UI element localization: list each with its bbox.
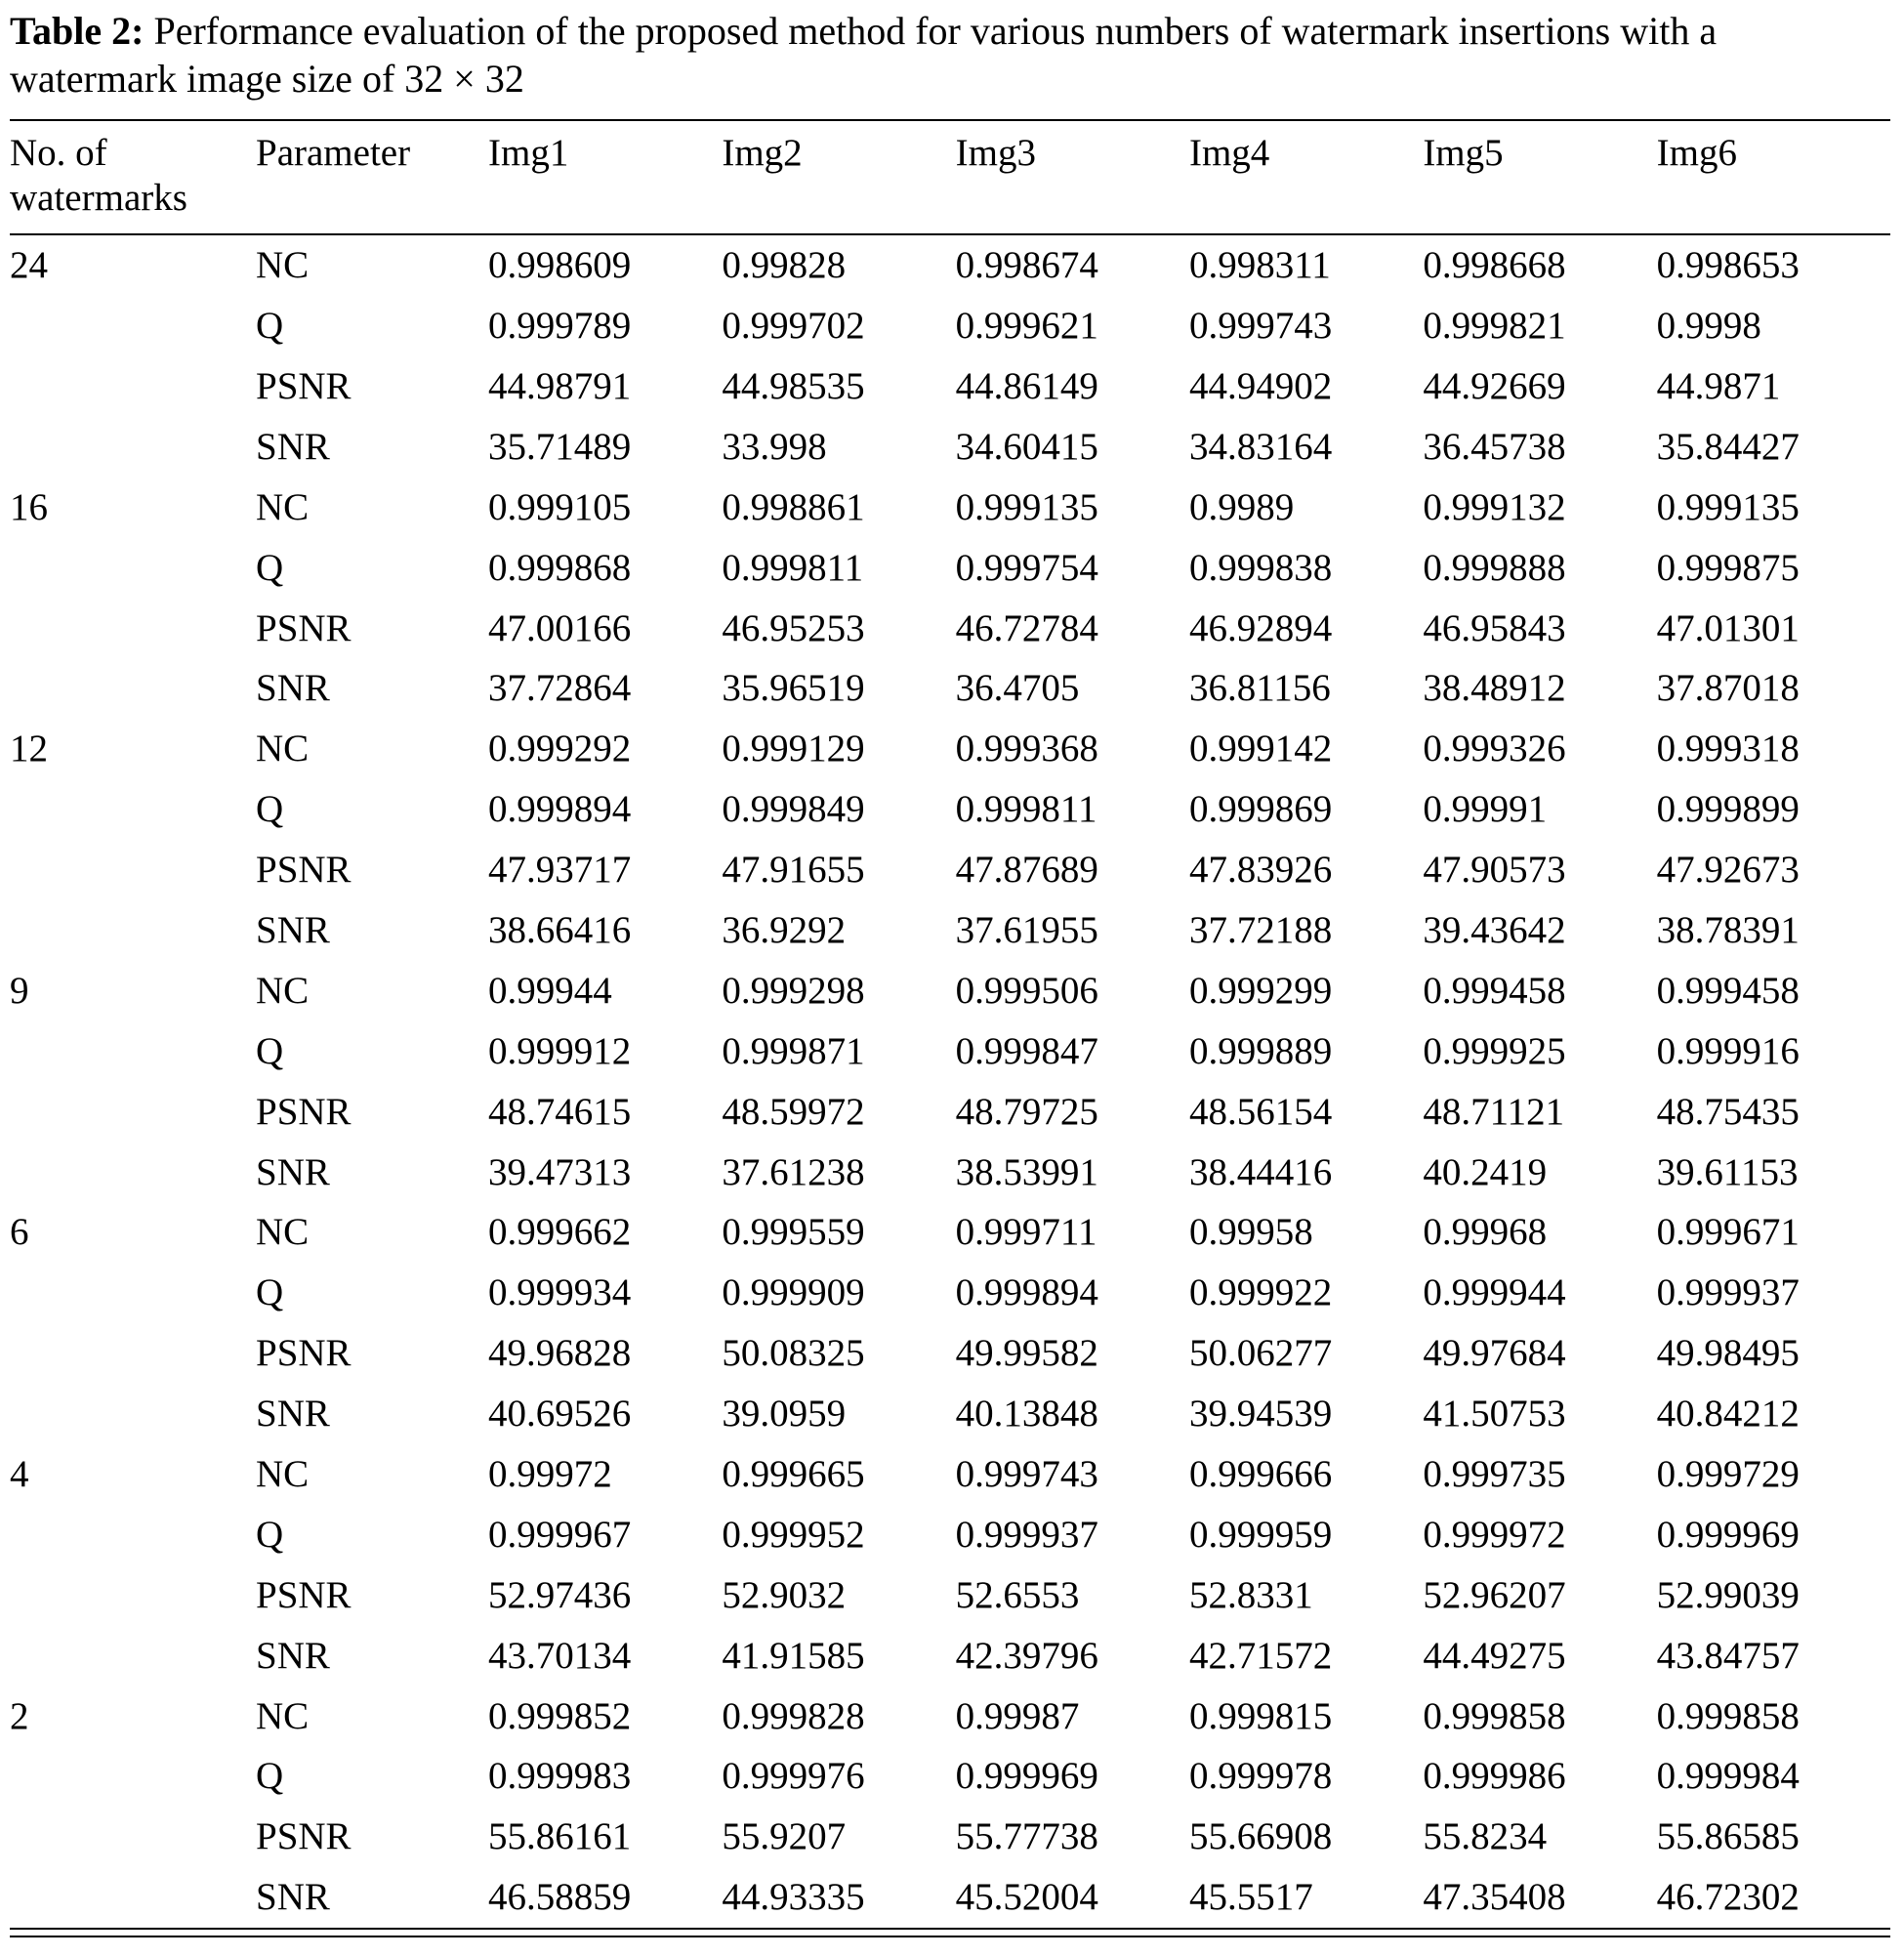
value-cell-img4: 39.94539: [1188, 1393, 1333, 1436]
value-cell-img3: 46.72784: [955, 606, 1098, 649]
table-row: [10, 417, 1890, 478]
value-cell-img1: 48.74615: [488, 1090, 632, 1133]
parameter-label: SNR: [256, 1634, 330, 1677]
value-cell-img3: 44.86149: [955, 364, 1098, 407]
value-cell-img4: 0.998311: [1188, 244, 1331, 287]
value-cell-img1: 35.71489: [488, 425, 632, 468]
value-cell-img4: 0.99958: [1188, 1211, 1313, 1254]
value-cell-img2: 36.9292: [722, 908, 847, 951]
value-cell-img5: 40.2419: [1423, 1150, 1548, 1193]
value-cell-img1: 47.93717: [488, 849, 632, 892]
value-cell-img4: 0.999299: [1188, 969, 1333, 1012]
parameter-label: PSNR: [256, 1815, 352, 1858]
table-row: [10, 1082, 1890, 1143]
value-cell-img6: 55.86585: [1656, 1815, 1800, 1858]
value-cell-img5: 52.96207: [1423, 1573, 1566, 1616]
value-cell-img3: 40.13848: [955, 1393, 1098, 1436]
value-cell-img2: 52.9032: [722, 1573, 847, 1616]
table-row: [10, 599, 1890, 659]
value-cell-img4: 0.999142: [1188, 728, 1333, 770]
table-row: [10, 538, 1890, 599]
value-cell-img6: 40.84212: [1656, 1393, 1800, 1436]
value-cell-img1: 0.999868: [488, 546, 632, 589]
value-cell-img3: 0.999937: [955, 1513, 1098, 1556]
value-cell-img5: 49.97684: [1423, 1332, 1566, 1375]
value-cell-img1: 0.999105: [488, 485, 632, 528]
value-cell-img2: 48.59972: [722, 1090, 865, 1133]
parameter-label: Q: [256, 1755, 284, 1798]
value-cell-img5: 0.999972: [1423, 1513, 1566, 1556]
value-cell-img4: 50.06277: [1188, 1332, 1333, 1375]
column-header-img4: Img4: [1189, 120, 1423, 235]
value-cell-img2: 0.999952: [722, 1513, 865, 1556]
value-cell-img6: 39.61153: [1656, 1150, 1799, 1193]
value-cell-img4: 47.83926: [1188, 849, 1333, 892]
parameter-label: PSNR: [256, 1573, 352, 1616]
parameter-label: NC: [256, 1694, 310, 1737]
value-cell-img4: 45.5517: [1188, 1876, 1313, 1919]
performance-table: [10, 119, 1890, 1931]
table-caption-text: Performance evaluation of the proposed method for various numbers of watermark insertions with a watermark image size of 32 × 32: [10, 9, 1718, 101]
parameter-label: SNR: [256, 425, 330, 468]
value-cell-img1: 0.999983: [488, 1755, 632, 1798]
value-cell-img3: 45.52004: [955, 1876, 1098, 1919]
parameter-label: NC: [256, 1453, 310, 1495]
value-cell-img1: 49.96828: [488, 1332, 632, 1375]
value-cell-img5: 0.998668: [1423, 244, 1566, 287]
parameter-label: PSNR: [256, 849, 352, 892]
value-cell-img4: 48.56154: [1188, 1090, 1333, 1133]
value-cell-img5: 0.999132: [1423, 485, 1566, 528]
parameter-label: NC: [256, 244, 310, 287]
table-row: [10, 1505, 1890, 1565]
value-cell-img3: 38.53991: [955, 1150, 1098, 1193]
value-cell-img1: 0.99944: [488, 969, 612, 1012]
value-cell-img6: 0.999858: [1656, 1694, 1800, 1737]
value-cell-img5: 0.999925: [1423, 1029, 1566, 1072]
table-row: [10, 1384, 1890, 1444]
parameter-label: SNR: [256, 908, 330, 951]
value-cell-img2: 0.998861: [722, 485, 865, 528]
value-cell-img6: 0.999458: [1656, 969, 1800, 1012]
value-cell-img2: 0.999871: [722, 1029, 865, 1072]
parameter-label: Q: [256, 1029, 284, 1072]
value-cell-img3: 0.999743: [955, 1453, 1098, 1495]
value-cell-img2: 47.91655: [722, 849, 865, 892]
value-cell-img2: 35.96519: [722, 667, 865, 710]
value-cell-img3: 49.99582: [955, 1332, 1098, 1375]
value-cell-img3: 55.77738: [955, 1815, 1098, 1858]
value-cell-img1: 46.58859: [488, 1876, 632, 1919]
table-row: [10, 1867, 1890, 1929]
value-cell-img6: 47.01301: [1656, 606, 1800, 649]
value-cell-img4: 0.999889: [1188, 1029, 1333, 1072]
table-row: [10, 779, 1890, 840]
value-cell-img4: 0.999869: [1188, 788, 1333, 831]
column-header-img3: Img3: [956, 120, 1189, 235]
value-cell-img5: 0.999326: [1423, 728, 1566, 770]
value-cell-img5: 0.99991: [1423, 788, 1548, 831]
value-cell-img2: 0.999976: [722, 1755, 865, 1798]
parameter-label: SNR: [256, 1876, 330, 1919]
value-cell-img2: 46.95253: [722, 606, 865, 649]
parameter-label: Q: [256, 1271, 284, 1314]
value-cell-img5: 0.99968: [1423, 1211, 1548, 1254]
table-row: [10, 900, 1890, 961]
table-row: [10, 840, 1890, 900]
table-row: [10, 478, 1890, 538]
parameter-label: PSNR: [256, 1090, 352, 1133]
watermark-count: 24: [10, 244, 48, 287]
parameter-label: SNR: [256, 1150, 330, 1193]
parameter-label: NC: [256, 485, 310, 528]
value-cell-img3: 52.6553: [955, 1573, 1080, 1616]
value-cell-img2: 0.999849: [722, 788, 865, 831]
value-cell-img1: 47.00166: [488, 606, 632, 649]
watermark-count: 2: [10, 1694, 29, 1737]
value-cell-img5: 0.999821: [1423, 305, 1566, 348]
value-cell-img4: 44.94902: [1188, 364, 1333, 407]
value-cell-img4: 0.999978: [1188, 1755, 1333, 1798]
value-cell-img1: 0.999934: [488, 1271, 632, 1314]
table-row: [10, 658, 1890, 719]
value-cell-img3: 0.99987: [955, 1694, 1080, 1737]
value-cell-img5: 38.48912: [1423, 667, 1566, 710]
watermark-count: 4: [10, 1453, 29, 1495]
column-header-img5: Img5: [1423, 120, 1656, 235]
value-cell-img6: 37.87018: [1656, 667, 1800, 710]
table-row: [10, 356, 1890, 417]
value-cell-img1: 43.70134: [488, 1634, 632, 1677]
value-cell-img2: 0.999665: [722, 1453, 865, 1495]
table-caption-label: Table 2:: [10, 9, 145, 53]
value-cell-img6: 52.99039: [1656, 1573, 1800, 1616]
value-cell-img1: 0.999292: [488, 728, 632, 770]
value-cell-img1: 55.86161: [488, 1815, 632, 1858]
value-cell-img2: 33.998: [722, 425, 827, 468]
value-cell-img1: 38.66416: [488, 908, 632, 951]
parameter-label: PSNR: [256, 1332, 352, 1375]
value-cell-img5: 44.49275: [1423, 1634, 1566, 1677]
column-header-img2: Img2: [722, 120, 955, 235]
parameter-label: Q: [256, 546, 284, 589]
parameter-label: Q: [256, 1513, 284, 1556]
value-cell-img3: 0.999711: [955, 1211, 1097, 1254]
table-caption: [10, 8, 1890, 104]
table-row: [10, 1444, 1890, 1505]
value-cell-img6: 0.999135: [1656, 485, 1800, 528]
value-cell-img1: 0.999967: [488, 1513, 632, 1556]
parameter-label: Q: [256, 305, 284, 348]
watermark-count: 9: [10, 969, 29, 1012]
value-cell-img2: 55.9207: [722, 1815, 847, 1858]
table-row: [10, 1143, 1890, 1203]
value-cell-img4: 37.72188: [1188, 908, 1333, 951]
value-cell-img4: 34.83164: [1188, 425, 1333, 468]
watermark-count: 16: [10, 485, 48, 528]
value-cell-img5: 0.999858: [1423, 1694, 1566, 1737]
value-cell-img2: 50.08325: [722, 1332, 865, 1375]
value-cell-img4: 52.8331: [1188, 1573, 1313, 1616]
value-cell-img2: 0.999298: [722, 969, 865, 1012]
parameter-label: SNR: [256, 1393, 330, 1436]
value-cell-img5: 47.35408: [1423, 1876, 1566, 1919]
parameter-label: PSNR: [256, 364, 352, 407]
value-cell-img6: 0.999916: [1656, 1029, 1800, 1072]
value-cell-img2: 0.99828: [722, 244, 847, 287]
value-cell-img3: 0.999847: [955, 1029, 1098, 1072]
table-row: [10, 1807, 1890, 1867]
value-cell-img5: 44.92669: [1423, 364, 1566, 407]
value-cell-img5: 0.999986: [1423, 1755, 1566, 1798]
value-cell-img2: 0.999909: [722, 1271, 865, 1314]
table-bottom-rule: [10, 1930, 1890, 1937]
value-cell-img3: 0.999811: [955, 788, 1097, 831]
value-cell-img3: 0.999368: [955, 728, 1098, 770]
parameter-label: PSNR: [256, 606, 352, 649]
value-cell-img3: 0.999969: [955, 1755, 1098, 1798]
value-cell-img6: 44.9871: [1656, 364, 1781, 407]
value-cell-img3: 0.999894: [955, 1271, 1098, 1314]
value-cell-img4: 36.81156: [1188, 667, 1331, 710]
value-cell-img2: 0.999811: [722, 546, 864, 589]
table-row: [10, 961, 1890, 1021]
value-cell-img5: 48.71121: [1423, 1090, 1565, 1133]
value-cell-img6: 48.75435: [1656, 1090, 1800, 1133]
value-cell-img5: 0.999944: [1423, 1271, 1566, 1314]
column-header-parameter: Parameter: [256, 120, 488, 235]
value-cell-img5: 39.43642: [1423, 908, 1566, 951]
value-cell-img2: 44.93335: [722, 1876, 865, 1919]
value-cell-img6: 0.999671: [1656, 1211, 1800, 1254]
value-cell-img5: 0.999888: [1423, 546, 1566, 589]
value-cell-img1: 0.999789: [488, 305, 632, 348]
value-cell-img4: 0.999666: [1188, 1453, 1333, 1495]
value-cell-img3: 34.60415: [955, 425, 1098, 468]
value-cell-img3: 42.39796: [955, 1634, 1098, 1677]
value-cell-img4: 0.9989: [1188, 485, 1295, 528]
value-cell-img4: 55.66908: [1188, 1815, 1333, 1858]
value-cell-img2: 44.98535: [722, 364, 865, 407]
value-cell-img6: 0.999937: [1656, 1271, 1800, 1314]
value-cell-img6: 0.999318: [1656, 728, 1800, 770]
value-cell-img5: 46.95843: [1423, 606, 1566, 649]
value-cell-img5: 0.999735: [1423, 1453, 1566, 1495]
value-cell-img1: 0.99972: [488, 1453, 612, 1495]
value-cell-img6: 46.72302: [1656, 1876, 1800, 1919]
value-cell-img6: 0.999875: [1656, 546, 1800, 589]
value-cell-img3: 0.999621: [955, 305, 1098, 348]
value-cell-img2: 0.999702: [722, 305, 865, 348]
watermark-count: 12: [10, 728, 48, 770]
parameter-label: SNR: [256, 667, 330, 710]
value-cell-img1: 0.999852: [488, 1694, 632, 1737]
value-cell-img3: 37.61955: [955, 908, 1098, 951]
value-cell-img3: 0.999754: [955, 546, 1098, 589]
table-row: [10, 1202, 1890, 1263]
value-cell-img1: 39.47313: [488, 1150, 632, 1193]
table-row: [10, 719, 1890, 779]
value-cell-img1: 44.98791: [488, 364, 632, 407]
value-cell-img3: 36.4705: [955, 667, 1080, 710]
value-cell-img1: 40.69526: [488, 1393, 632, 1436]
table-row: [10, 1626, 1890, 1686]
table-row: [10, 296, 1890, 356]
value-cell-img6: 0.999969: [1656, 1513, 1800, 1556]
table-row: [10, 1323, 1890, 1384]
value-cell-img6: 38.78391: [1656, 908, 1800, 951]
watermark-count: 6: [10, 1211, 29, 1254]
parameter-label: Q: [256, 788, 284, 831]
value-cell-img2: 0.999129: [722, 728, 865, 770]
value-cell-img4: 0.999922: [1188, 1271, 1333, 1314]
value-cell-img4: 0.999815: [1188, 1694, 1333, 1737]
value-cell-img2: 37.61238: [722, 1150, 865, 1193]
value-cell-img6: 49.98495: [1656, 1332, 1800, 1375]
value-cell-img3: 0.999135: [955, 485, 1098, 528]
value-cell-img2: 39.0959: [722, 1393, 847, 1436]
value-cell-img4: 0.999838: [1188, 546, 1333, 589]
value-cell-img6: 0.999899: [1656, 788, 1800, 831]
value-cell-img4: 38.44416: [1188, 1150, 1333, 1193]
value-cell-img1: 0.998609: [488, 244, 632, 287]
value-cell-img6: 43.84757: [1656, 1634, 1800, 1677]
value-cell-img2: 41.91585: [722, 1634, 865, 1677]
value-cell-img1: 0.999894: [488, 788, 632, 831]
column-header-img1: Img1: [488, 120, 722, 235]
column-header-watermarks: No. of watermarks: [10, 120, 256, 235]
value-cell-img6: 0.998653: [1656, 244, 1800, 287]
value-cell-img2: 0.999828: [722, 1694, 865, 1737]
value-cell-img4: 0.999743: [1188, 305, 1333, 348]
value-cell-img4: 0.999959: [1188, 1513, 1333, 1556]
value-cell-img3: 0.999506: [955, 969, 1098, 1012]
parameter-label: NC: [256, 1211, 310, 1254]
value-cell-img5: 36.45738: [1423, 425, 1566, 468]
value-cell-img6: 35.84427: [1656, 425, 1800, 468]
column-header-img6: Img6: [1657, 120, 1890, 235]
value-cell-img5: 55.8234: [1423, 1815, 1548, 1858]
value-cell-img1: 52.97436: [488, 1573, 632, 1616]
value-cell-img6: 0.9998: [1656, 305, 1761, 348]
value-cell-img4: 42.71572: [1188, 1634, 1333, 1677]
value-cell-img3: 0.998674: [955, 244, 1098, 287]
table-row: [10, 234, 1890, 296]
value-cell-img3: 47.87689: [955, 849, 1098, 892]
value-cell-img5: 47.90573: [1423, 849, 1566, 892]
value-cell-img3: 48.79725: [955, 1090, 1098, 1133]
table-row: [10, 1021, 1890, 1082]
value-cell-img1: 0.999912: [488, 1029, 632, 1072]
value-cell-img5: 0.999458: [1423, 969, 1566, 1012]
value-cell-img2: 0.999559: [722, 1211, 865, 1254]
value-cell-img5: 41.50753: [1423, 1393, 1566, 1436]
table-row: [10, 1686, 1890, 1747]
parameter-label: NC: [256, 728, 310, 770]
header-row: [10, 120, 1890, 235]
table-row: [10, 1565, 1890, 1626]
value-cell-img1: 37.72864: [488, 667, 632, 710]
value-cell-img6: 0.999984: [1656, 1755, 1800, 1798]
table-row: [10, 1746, 1890, 1807]
value-cell-img6: 0.999729: [1656, 1453, 1800, 1495]
value-cell-img4: 46.92894: [1188, 606, 1333, 649]
value-cell-img6: 47.92673: [1656, 849, 1800, 892]
table-row: [10, 1263, 1890, 1323]
value-cell-img1: 0.999662: [488, 1211, 632, 1254]
parameter-label: NC: [256, 969, 310, 1012]
